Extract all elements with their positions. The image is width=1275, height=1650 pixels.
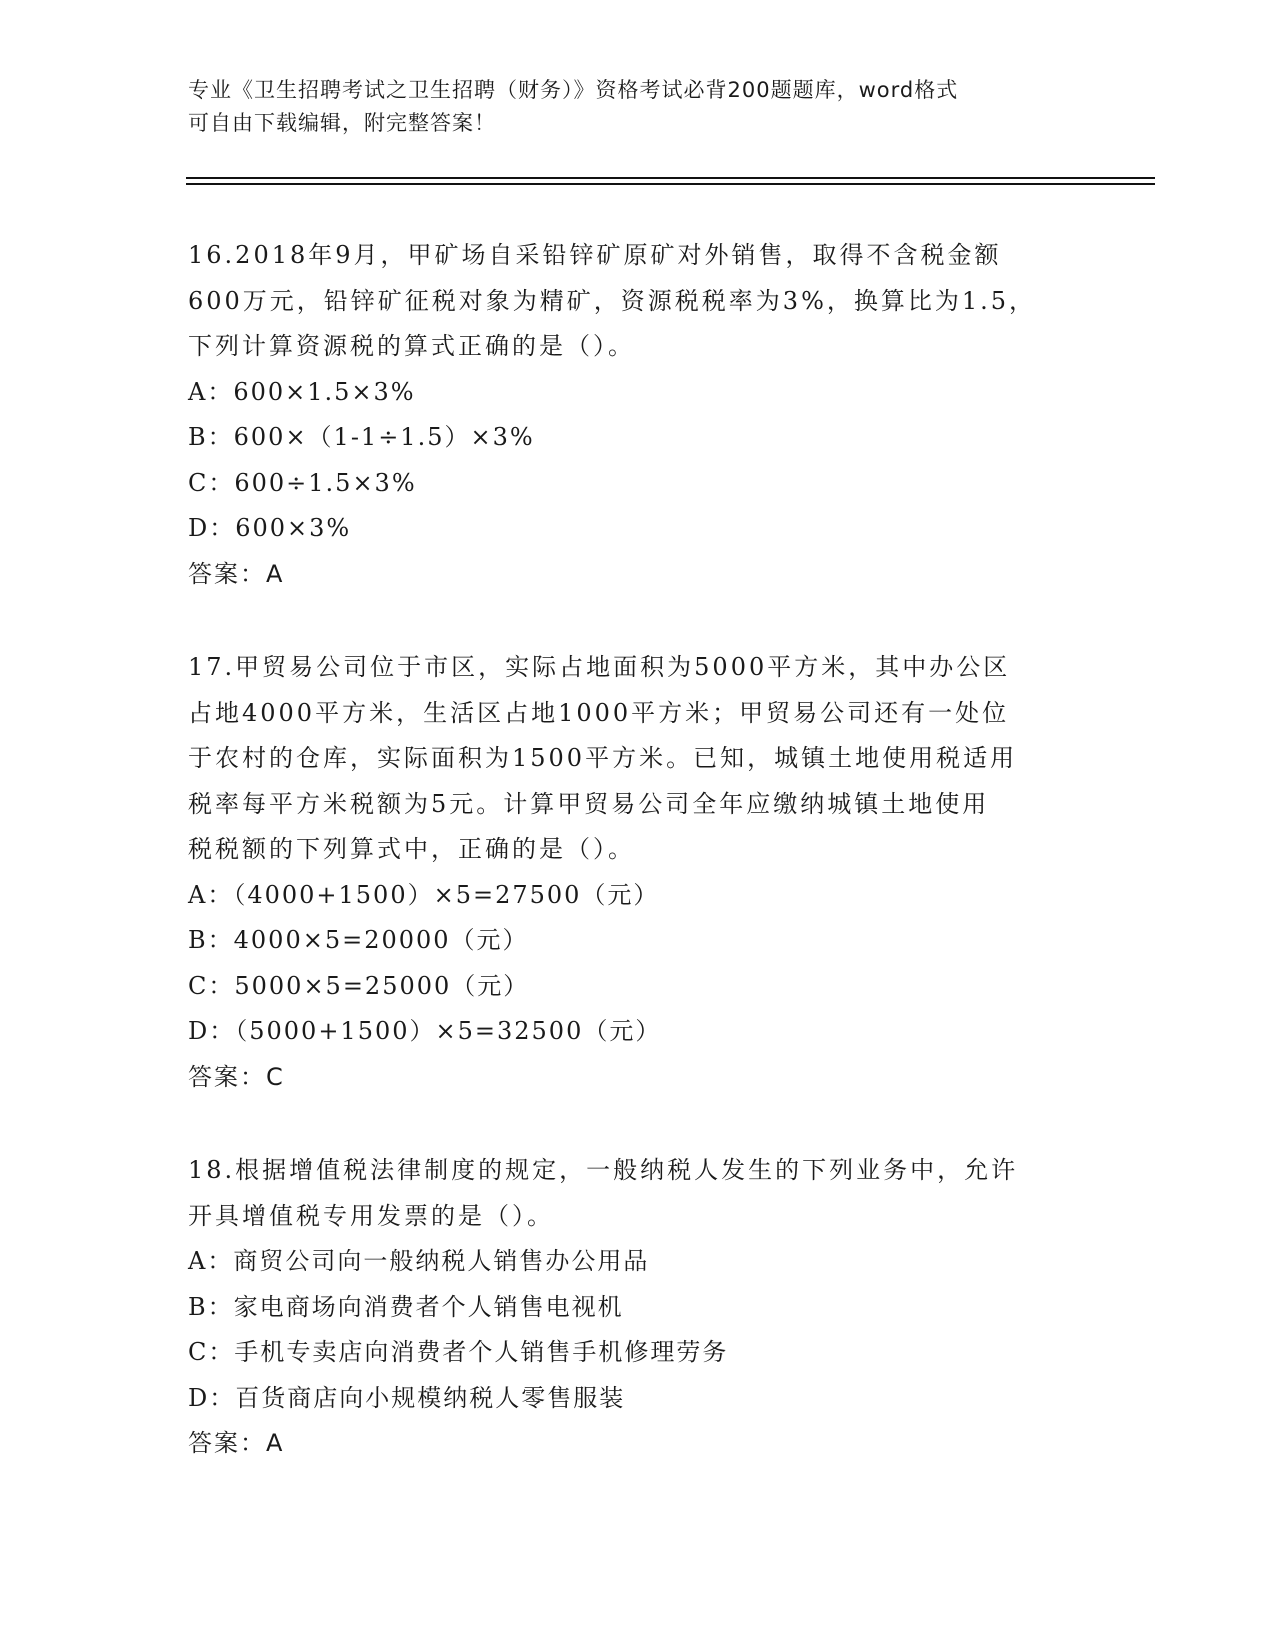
answer: 答案：A [188, 559, 285, 588]
option-d: D：百货商店向小规模纳税人零售服装 [188, 1383, 626, 1412]
stem-line: 17.甲贸易公司位于市区，实际占地面积为5000平方米，其中办公区 [188, 653, 1011, 681]
question-stem [188, 645, 1088, 873]
option-d: D：600×3% [188, 514, 352, 542]
option-a: A：（4000+1500）×5=27500（元） [188, 880, 660, 909]
stem-line: 税税额的下列算式中，正确的是（）。 [188, 835, 635, 863]
answer: 答案：C [188, 1062, 285, 1091]
option-b: B：600×（1-1÷1.5）×3% [188, 423, 535, 451]
answer: 答案：A [188, 1429, 285, 1457]
stem-line: 占地4000平方米，生活区占地1000平方米；甲贸易公司还有一处位 [188, 698, 1010, 727]
option-b: B：家电商场向消费者个人销售电视机 [188, 1292, 624, 1321]
option-list [188, 1239, 1088, 1421]
header-line: 专业《卫生招聘考试之卫生招聘（财务）》资格考试必背200题题库，word格式 [188, 78, 959, 102]
option-c: C：手机专卖店向消费者个人销售手机修理劳务 [188, 1338, 729, 1366]
option-c: C：600÷1.5×3% [188, 468, 417, 497]
stem-line: 16.2018年9月，甲矿场自采铅锌矿原矿对外销售，取得不含税金额 [188, 241, 1002, 269]
question-stem [188, 1148, 1088, 1239]
question-18 [188, 1148, 1088, 1467]
stem-line: 下列计算资源税的算式正确的是（）。 [188, 332, 635, 360]
header-divider [186, 177, 1155, 179]
question-17 [188, 645, 1088, 1100]
header-divider [186, 183, 1155, 185]
question-stem [188, 233, 1088, 370]
document-header [188, 74, 1088, 140]
stem-line: 税率每平方米税额为5元。计算甲贸易公司全年应缴纳城镇土地使用 [188, 789, 990, 818]
option-a: A：600×1.5×3% [188, 377, 416, 406]
stem-line: 开具增值税专用发票的是（）。 [188, 1201, 554, 1230]
header-line: 可自由下载编辑，附完整答案！ [188, 111, 496, 135]
option-list [188, 370, 1088, 552]
option-list [188, 873, 1088, 1055]
option-d: D：（5000+1500）×5=32500（元） [188, 1017, 662, 1045]
stem-line: 于农村的仓库，实际面积为1500平方米。已知，城镇土地使用税适用 [188, 744, 1018, 772]
stem-line: 600万元，铅锌矿征税对象为精矿，资源税税率为3%，换算比为1.5， [188, 286, 1037, 315]
option-a: A：商贸公司向一般纳税人销售办公用品 [188, 1247, 650, 1275]
stem-line: 18.根据增值税法律制度的规定，一般纳税人发生的下列业务中，允许 [188, 1156, 1019, 1184]
option-c: C：5000×5=25000（元） [188, 971, 530, 1000]
option-b: B：4000×5=20000（元） [188, 926, 529, 954]
question-16 [188, 233, 1088, 597]
